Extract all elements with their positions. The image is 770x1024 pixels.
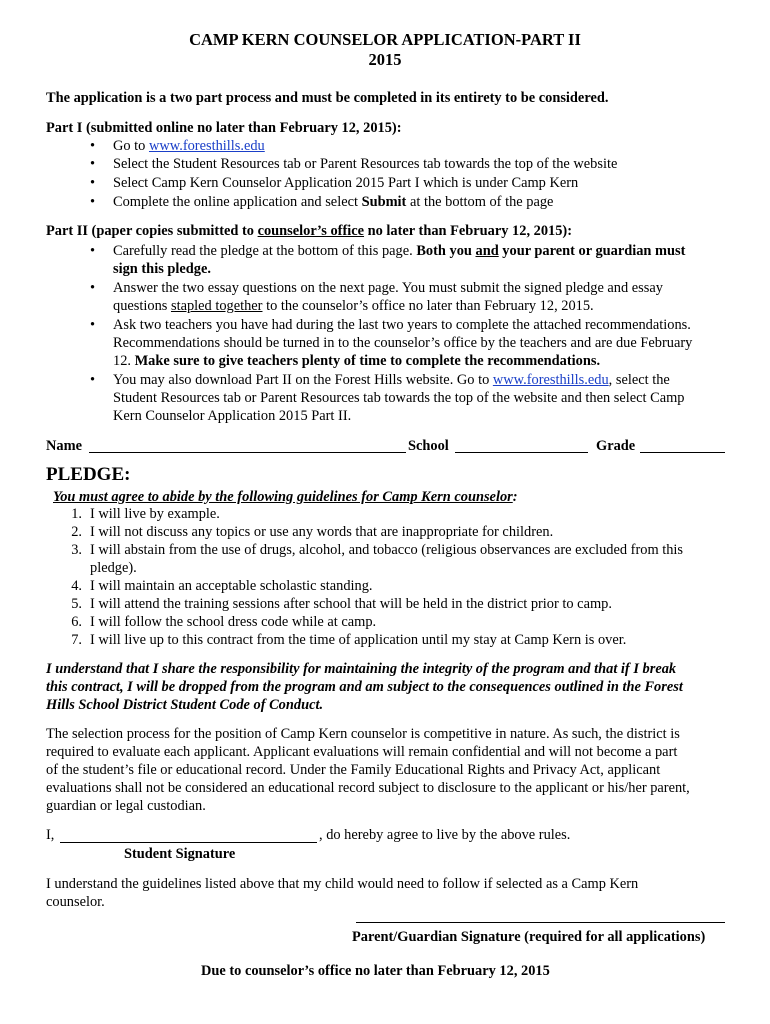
selection-paragraph: required to evaluate each applicant. Applicant evaluations will remain confidential and will not become a part <box>46 744 678 760</box>
name-field[interactable] <box>89 452 406 453</box>
list-number: 6. <box>71 614 82 630</box>
student-sig-prefix: I, <box>46 827 55 843</box>
pledge-item-cont: pledge). <box>90 560 137 576</box>
pledge-item: I will abstain from the use of drugs, alcohol, and tobacco (religious observances are excluded from this <box>90 542 684 558</box>
page-title: CAMP KERN COUNSELOR APPLICATION-PART II <box>189 30 581 49</box>
pledge-item: I will live by example. <box>90 506 220 522</box>
pledge-item: I will follow the school dress code while at camp. <box>90 614 377 630</box>
student-signature-field[interactable] <box>60 842 317 843</box>
list-number: 4. <box>71 578 82 594</box>
part1-heading: Part I (submitted online no later than February 12, 2015): <box>46 120 402 136</box>
school-field[interactable] <box>455 452 588 453</box>
foresthills-link[interactable]: www.foresthills.edu <box>492 372 609 388</box>
part2-item-pledge: • Carefully read the pledge at the bottom of this page. Both you and your parent or guardian must <box>113 242 685 260</box>
responsibility-statement: this contract, I will be dropped from the program and am subject to the consequences outlined in the Forest <box>46 679 683 695</box>
page-year: 2015 <box>368 50 402 69</box>
part2-item-essay: • Answer the two essay questions on the next page. You must submit the signed pledge and essay <box>113 279 663 297</box>
part2-item-teachers: • Ask two teachers you have had during the last two years to complete the attached recommendations. <box>113 316 691 334</box>
responsibility-statement: Hills School District Student Code of Conduct. <box>46 697 324 713</box>
name-label: Name <box>46 438 82 454</box>
part1-item-complete: • Complete the online application and select Submit at the bottom of the page <box>113 193 553 211</box>
grade-field[interactable] <box>640 452 725 453</box>
selection-paragraph: evaluations shall not be considered an educational record subject to disclosure to the applicant or his/her parent, <box>46 780 690 796</box>
part2-item-teachers-cont: Recommendations should be turned in to the counselor’s office by the teachers and are due February <box>113 335 693 351</box>
pledge-item: I will live up to this contract from the time of application until my stay at Camp Kern is over. <box>90 632 627 648</box>
list-number: 2. <box>71 524 82 540</box>
intro-text: The application is a two part process and must be completed in its entirety to be considered. <box>46 90 609 106</box>
list-number: 7. <box>71 632 82 648</box>
parent-text: counselor. <box>46 894 105 910</box>
part2-item-essay-cont: questions stapled together to the counselor’s office no later than February 12, 2015. <box>113 298 594 314</box>
student-signature-label: Student Signature <box>124 846 236 862</box>
pledge-item: I will attend the training sessions after school that will be held in the district prior to camp. <box>90 596 612 612</box>
pledge-item: I will not discuss any topics or use any words that are inappropriate for children. <box>90 524 554 540</box>
responsibility-statement: I understand that I share the responsibility for maintaining the integrity of the program and that if I break <box>46 661 677 677</box>
part1-item-goto: • Go to www.foresthills.edu <box>113 137 265 155</box>
part2-heading: Part II (paper copies submitted to counselor’s office no later than February 12, 2015): <box>46 223 573 239</box>
selection-paragraph: guardian or legal custodian. <box>46 798 206 814</box>
part2-item-pledge-cont: sign this pledge. <box>113 261 211 277</box>
parent-text: I understand the guidelines listed above that my child would need to follow if selected as a Camp Kern <box>46 876 639 892</box>
due-footer: Due to counselor’s office no later than February 12, 2015 <box>201 963 550 979</box>
student-sig-suffix: , do hereby agree to live by the above rules. <box>319 827 571 843</box>
foresthills-link[interactable]: www.foresthills.edu <box>148 138 265 154</box>
parent-signature-field[interactable] <box>356 922 725 923</box>
pledge-heading: PLEDGE: <box>46 464 131 485</box>
pledge-item: I will maintain an acceptable scholastic standing. <box>90 578 373 594</box>
part2-item-download-cont: Student Resources tab or Parent Resources tab towards the top of the website and then select Camp <box>113 390 685 406</box>
school-label: School <box>408 438 449 454</box>
part2-item-download: • You may also download Part II on the Forest Hills website. Go to www.foresthills.edu, select the <box>113 371 670 389</box>
selection-paragraph: The selection process for the position of Camp Kern counselor is competitive in nature. As such, the district is <box>46 726 680 742</box>
part1-item: • Select Camp Kern Counselor Application 2015 Part I which is under Camp Kern <box>113 174 578 192</box>
list-number: 1. <box>71 506 82 522</box>
part2-item-download-cont: Kern Counselor Application 2015 Part II. <box>113 408 352 424</box>
pledge-subheading: You must agree to abide by the following guidelines for Camp Kern counselor: <box>53 489 518 505</box>
grade-label: Grade <box>596 438 636 454</box>
list-number: 3. <box>71 542 82 558</box>
list-number: 5. <box>71 596 82 612</box>
part1-item: • Select the Student Resources tab or Parent Resources tab towards the top of the website <box>113 155 617 173</box>
part2-item-teachers-cont: 12. Make sure to give teachers plenty of time to complete the recommendations. <box>113 353 601 369</box>
selection-paragraph: of the student’s file or educational record. Under the Family Educational Rights and Privacy Act, applicant <box>46 762 661 778</box>
parent-signature-label: Parent/Guardian Signature (required for all applications) <box>352 929 706 945</box>
